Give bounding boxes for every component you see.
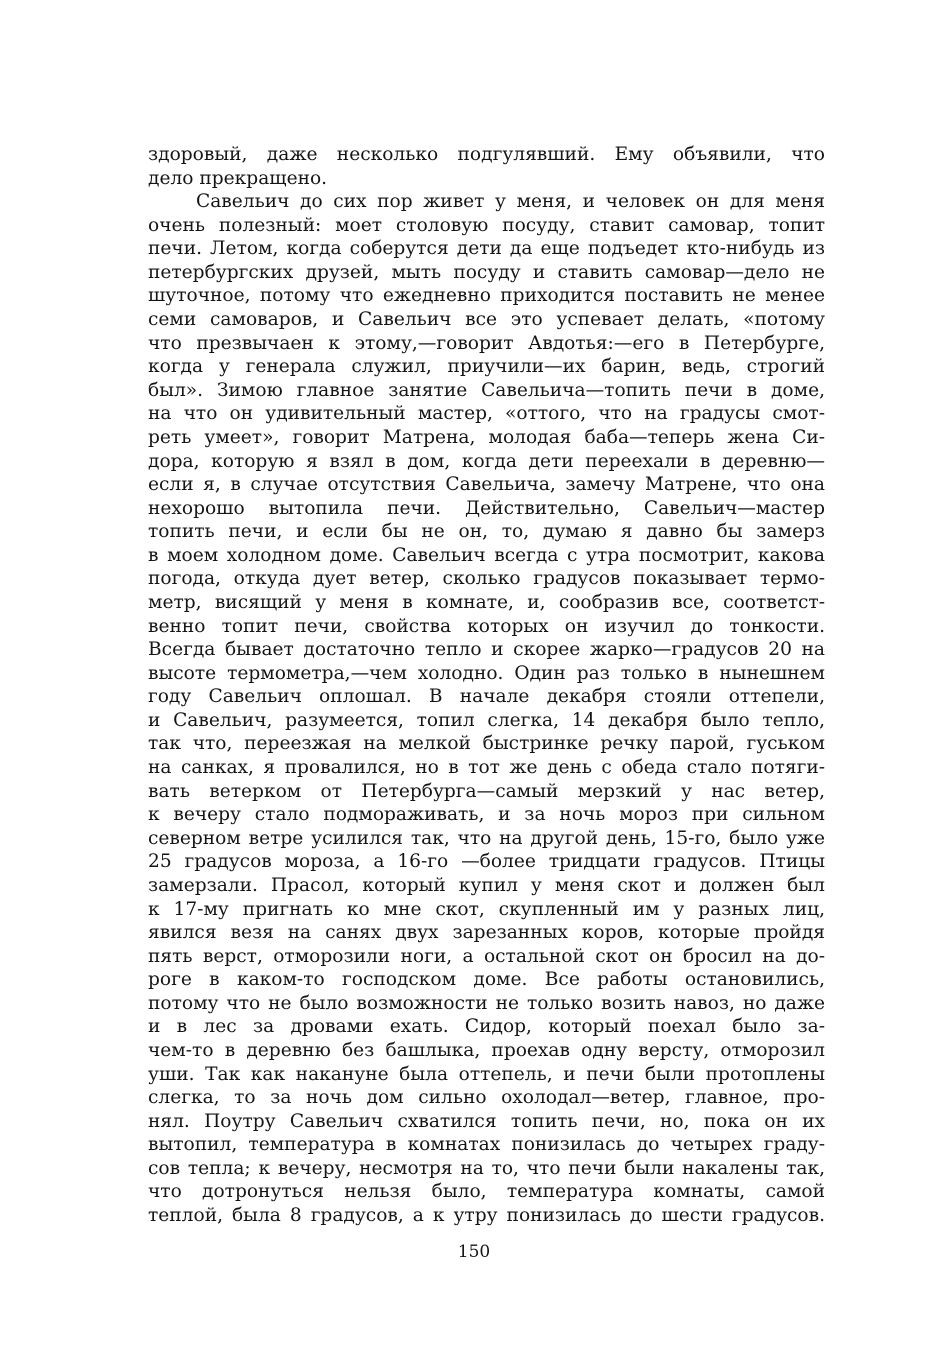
text-line: нял. Поутру Савельич схватился топить печи, но, пока он их: [148, 1110, 825, 1132]
text-line: что презвычаен к этому,—говорит Авдотья:—его в Петербурге,: [148, 332, 825, 354]
text-line: печи. Летом, когда соберутся дети да еще подъедет кто-нибудь из: [148, 238, 825, 260]
text-line: слегка, то за ночь дом сильно охолодал—ветер, главное, про-: [148, 1087, 825, 1109]
text-line: нехорошо вытопила печи. Действительно, Савельич—мастер: [148, 497, 825, 519]
text-line: явился везя на санях двух зарезанных коров, которые пройдя: [148, 922, 825, 944]
text-line: и Савельич, разумеется, топил слегка, 14 декабря было тепло,: [148, 709, 825, 731]
text-line: так что, переезжая на мелкой быстринке речку парой, гуськом: [148, 733, 825, 755]
text-line: здоровый, даже несколько подгулявший. Ему объявили, что: [148, 144, 825, 165]
page-number: 150: [457, 1242, 491, 1262]
text-line: метр, висящий у меня в комнате, и, сообразив все, соответст-: [148, 591, 825, 613]
text-line: северном ветре усилился так, что на другой день, 15-го, было уже: [148, 827, 825, 849]
text-line: топить печи, и если бы не он, то, думаю я давно бы замерз: [148, 521, 825, 543]
text-line: теплой, была 8 градусов, а к утру понизилась до шести градусов.: [148, 1205, 825, 1227]
text-line: если я, в случае отсутствия Савельича, замечу Матрене, что она: [148, 474, 825, 496]
text-line: дора, которую я взял в дом, когда дети переехали в деревню—: [148, 450, 825, 472]
text-line: петербургских друзей, мыть посуду и ставить самовар—дело не: [148, 261, 825, 283]
text-line: сов тепла; к вечеру, несмотря на то, что печи были накалены так,: [148, 1157, 825, 1179]
text-line: и в лес за дровами ехать. Сидор, который поехал было за-: [148, 1016, 825, 1038]
text-line: что дотронуться нельзя было, температура комнаты, самой: [148, 1181, 825, 1203]
text-line: в моем холодном доме. Савельич всегда с утра посмотрит, какова: [148, 544, 825, 566]
text-line: очень полезный: моет столовую посуду, ставит самовар, топит: [148, 214, 825, 236]
text-line: на что он удивительный мастер, «оттого, что на градусы смот-: [148, 403, 825, 425]
text-line: замерзали. Прасол, который купил у меня скот и должен был: [148, 874, 825, 896]
text-line: когда у генерала служил, приучили—их барин, ведь, строгий: [148, 356, 825, 378]
text-line: уши. Так как накануне была оттепель, и печи были протоплены: [148, 1063, 825, 1085]
text-line: роге в каком-то господском доме. Все работы остановились,: [148, 969, 825, 991]
text-line: пять верст, отморозили ноги, а остальной скот он бросил на до-: [148, 945, 825, 967]
text-line: к 17-му пригнать ко мне скот, скупленный им у разных лиц,: [148, 898, 825, 920]
text-line: был». Зимою главное занятие Савельича—топить печи в доме,: [148, 379, 825, 401]
text-line: 25 градусов мороза, а 16-го —более тридцати градусов. Птицы: [148, 851, 825, 873]
text-line: венно топит печи, свойства которых он изучил до тонкости.: [148, 615, 825, 637]
body-text: [148, 143, 825, 1228]
text-line: Всегда бывает достаточно тепло и скорее жарко—градусов 20 на: [148, 639, 825, 661]
text-line: семи самоваров, и Савельич все это успевает делать, «потому: [148, 309, 825, 331]
text-line: реть умеет», говорит Матрена, молодая баба—теперь жена Си-: [148, 426, 825, 448]
text-line: на санках, я провалился, но в тот же день с обеда стало потяги-: [148, 757, 825, 779]
text-line: потому что не было возможности не только возить навоз, но даже: [148, 992, 825, 1014]
text-line: шуточное, потому что ежедневно приходится поставить не менее: [148, 285, 825, 307]
text-line: высоте термометра,—чем холодно. Один раз только в нынешнем: [148, 662, 825, 684]
text-line: погода, откуда дует ветер, сколько градусов показывает термо-: [148, 568, 825, 590]
text-line: Савельич до сих пор живет у меня, и человек он для меня: [196, 191, 825, 213]
text-line: чем-то в деревню без башлыка, проехав одну версту, отморозил: [148, 1039, 825, 1061]
text-line: дело прекращено.: [148, 167, 328, 189]
text-line: вытопил, температура в комнатах понизилась до четырех граду-: [148, 1134, 825, 1156]
text-line: вать ветерком от Петербурга—самый мерзкий у нас ветер,: [148, 780, 825, 802]
text-line: году Савельич оплошал. В начале декабря стояли оттепели,: [148, 686, 825, 708]
text-line: к вечеру стало подмораживать, и за ночь мороз при сильном: [148, 804, 825, 826]
